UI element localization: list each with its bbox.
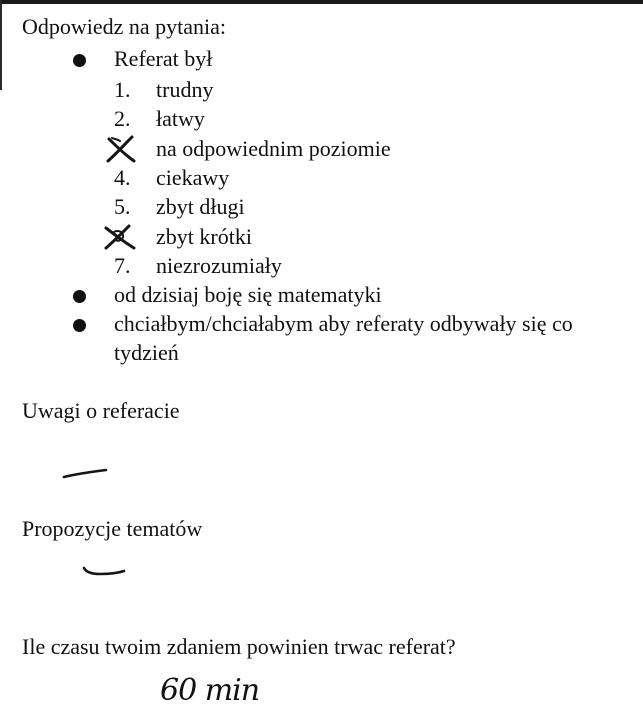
handwritten-dash-icon: [60, 464, 112, 482]
bullet-icon: [73, 319, 86, 332]
cross-mark-icon: [104, 134, 138, 164]
option-4-number: 4.: [114, 165, 131, 190]
option-4-label: ciekawy: [156, 165, 230, 190]
option-6-checkmark[interactable]: [102, 222, 138, 252]
option-5-label: zbyt długi: [156, 194, 245, 219]
option-1-label: trudny: [156, 77, 214, 102]
question-2-text: od dzisiaj boję się matematyki: [114, 282, 382, 307]
form-heading: Odpowiedz na pytania:: [22, 14, 227, 39]
option-1-number: 1.: [114, 77, 131, 102]
duration-answer-handwritten: 60 min: [160, 673, 260, 708]
scan-top-edge: [0, 0, 643, 4]
option-5-number: 5.: [114, 194, 131, 219]
option-6-label: zbyt krótki: [156, 224, 252, 249]
scan-left-edge: [0, 0, 2, 90]
duration-label: Ile czasu twoim zdaniem powinien trwac referat?: [22, 634, 456, 659]
handwritten-dash-icon: [78, 564, 130, 582]
question-3-text-line-2: tydzień: [114, 340, 179, 365]
cross-mark-icon: [102, 222, 138, 252]
question-3-text-line-1: chciałbym/chciałabym aby referaty odbywały się co: [114, 311, 573, 336]
topics-answer-dash: [78, 564, 130, 582]
bullet-icon: [73, 54, 86, 67]
option-3-checkmark[interactable]: [104, 134, 138, 164]
bullet-icon: [73, 290, 86, 303]
option-3-label: na odpowiednim poziomie: [156, 136, 391, 161]
remarks-answer-dash: [60, 464, 112, 482]
topics-label: Propozycje tematów: [22, 516, 203, 541]
option-7-label: niezrozumiały: [156, 253, 282, 278]
remarks-label: Uwagi o referacie: [22, 398, 180, 423]
option-2-number: 2.: [114, 106, 131, 131]
question-1-text: Referat był: [114, 46, 213, 71]
option-2-label: łatwy: [156, 106, 205, 131]
option-7-number: 7.: [114, 253, 131, 278]
